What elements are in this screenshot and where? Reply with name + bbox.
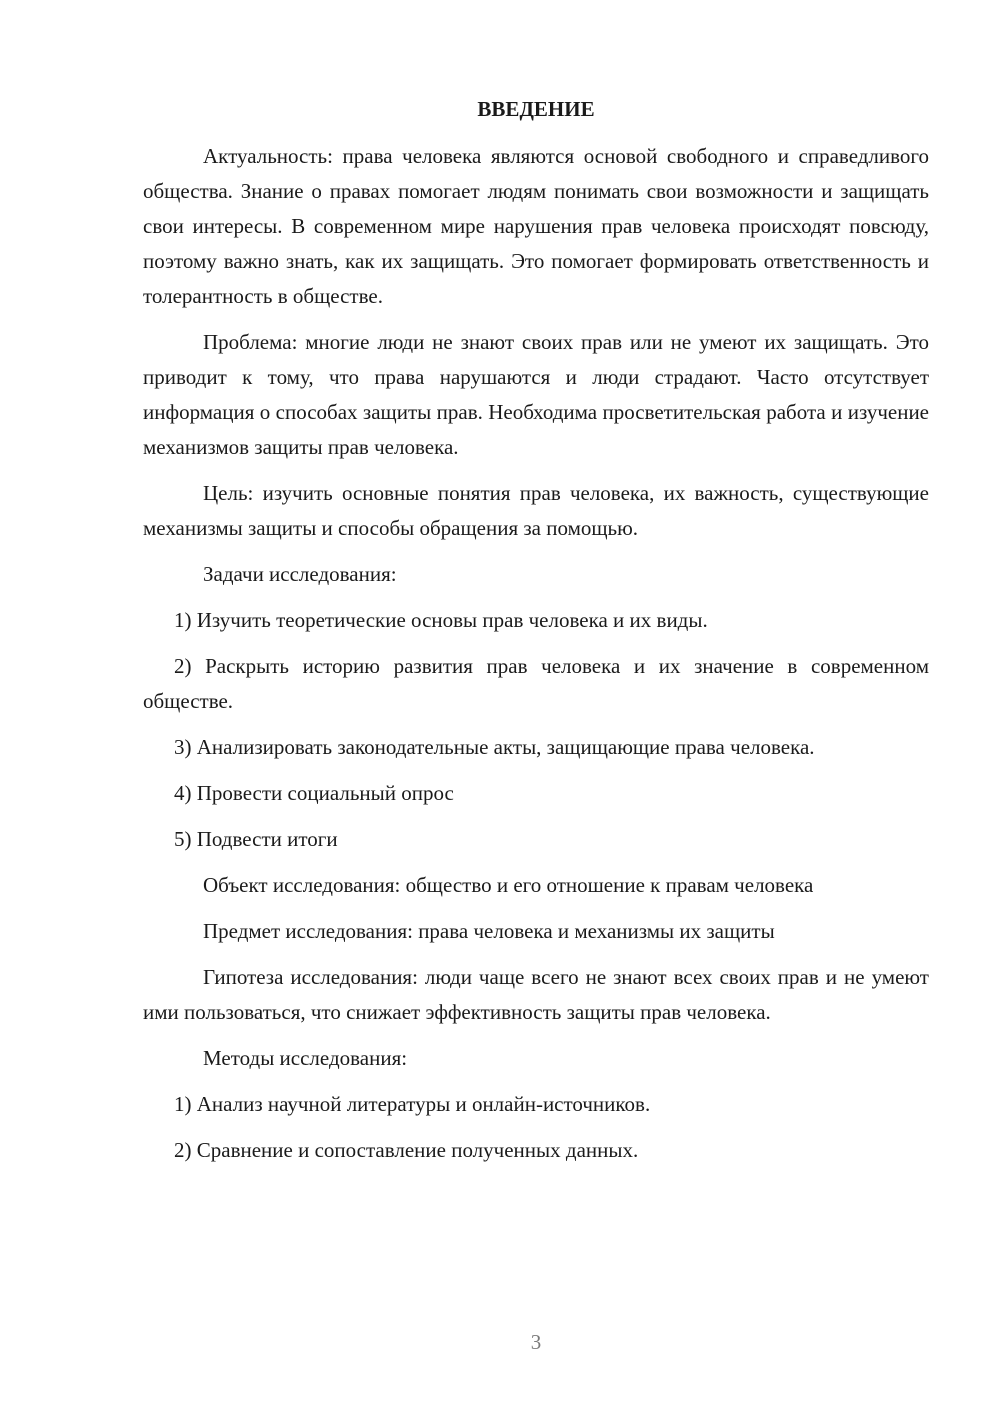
document-page: [143, 92, 929, 1179]
paragraph-problem: Проблема: многие люди не знают своих прав или не умеют их защищать. Это приводит к тому, что права нарушаются и люди страдают. Часто отсутствует информация о способах защиты прав. Необходима просветительская работа и изучение механизмов защиты прав человека.: [143, 330, 929, 459]
task-item: 3) Анализировать законодательные акты, защищающие права человека.: [174, 735, 815, 759]
methods-heading: Методы исследования:: [203, 1046, 408, 1070]
paragraph-hypothesis: Гипотеза исследования: люди чаще всего не знают всех своих прав и не умеют ими пользоваться, что снижает эффективность защиты прав человека.: [143, 965, 929, 1024]
tasks-heading: Задачи исследования:: [203, 562, 397, 586]
page-number: 3: [530, 1330, 542, 1354]
task-item: 1) Изучить теоретические основы прав человека и их виды.: [174, 608, 708, 632]
method-item: 1) Анализ научной литературы и онлайн-источников.: [174, 1092, 651, 1116]
paragraph-object: Объект исследования: общество и его отношение к правам человека: [203, 873, 814, 897]
method-item: 2) Сравнение и сопоставление полученных данных.: [174, 1138, 639, 1162]
section-title: ВВЕДЕНИЕ: [477, 97, 595, 121]
task-item: 5) Подвести итоги: [174, 827, 338, 851]
task-item: 2) Раскрыть историю развития прав человека и их значение в современном обществе.: [143, 654, 929, 713]
task-item: 4) Провести социальный опрос: [174, 781, 454, 805]
paragraph-subject: Предмет исследования: права человека и механизмы их защиты: [203, 919, 775, 943]
paragraph-relevance: Актуальность: права человека являются основой свободного и справедливого общества. Знание о правах помогает людям понимать свои возможности и защищать свои интересы. В современном мире нарушения прав человека происходят повсюду, поэтому важно знать, как их защищать. Это помогает формировать ответственность и толерантность в обществе.: [143, 144, 929, 308]
paragraph-goal: Цель: изучить основные понятия прав человека, их важность, существующие механизмы защиты и способы обращения за помощью.: [143, 481, 929, 540]
